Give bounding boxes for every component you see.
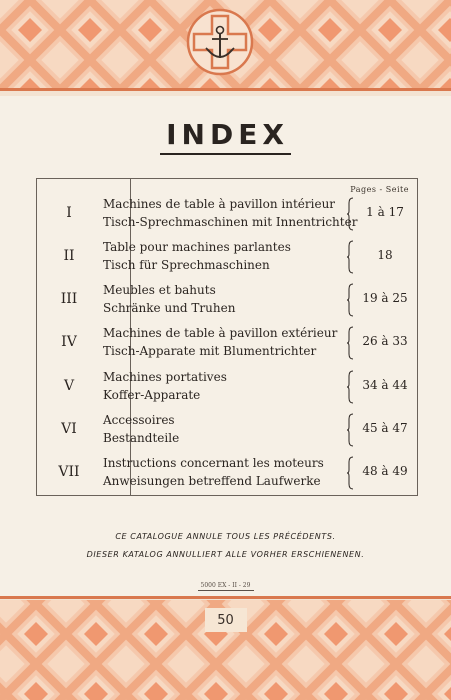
page-range: 1 à 17	[366, 205, 404, 219]
section-number: VI	[61, 421, 77, 437]
page-range: 26 à 33	[362, 334, 408, 348]
index-row	[37, 368, 417, 408]
section-number: I	[66, 205, 72, 221]
index-row	[37, 324, 417, 364]
index-row	[37, 411, 417, 451]
notice-fr: CE CATALOGUE ANNULE TOUS LES PRÉCÉDENTS.	[115, 532, 336, 541]
pages-header: Pages - Seite	[350, 185, 409, 194]
title-de: Bestandteile	[103, 431, 180, 445]
cross-anchor-emblem-icon	[186, 8, 254, 76]
section-number: IV	[61, 334, 77, 350]
index-row	[37, 454, 417, 494]
title-de: Tisch für Sprechmaschinen	[103, 258, 270, 272]
title-de: Koffer-Apparate	[103, 388, 201, 402]
index-row	[37, 195, 417, 235]
page-range: 18	[377, 248, 393, 262]
title-fr: Machines portatives	[103, 370, 227, 384]
page-number: 50	[217, 613, 234, 628]
title-de: Tisch-Sprechmaschinen mit Innentrichter	[103, 215, 358, 229]
title-fr: Table pour machines parlantes	[103, 240, 291, 254]
title-fr: Accessoires	[103, 413, 175, 427]
title-de: Schränke und Truhen	[103, 301, 236, 315]
index-row	[37, 238, 417, 278]
section-number: II	[63, 248, 75, 264]
bottom-rule	[0, 596, 451, 599]
index-table	[36, 178, 418, 496]
print-mark: 5000 EX - II - 29	[200, 582, 251, 589]
notice-de: DIESER KATALOG ANNULLIERT ALLE VORHER ERSCHIENENEN.	[86, 550, 365, 559]
title-fr: Machines de table à pavillon extérieur	[103, 326, 338, 340]
page-range: 48 à 49	[362, 464, 408, 478]
section-number: V	[63, 378, 75, 394]
page-title: INDEX	[0, 118, 451, 151]
print-mark-underline	[198, 590, 254, 591]
title-fr: Instructions concernant les moteurs	[103, 456, 324, 470]
top-rule	[0, 88, 451, 91]
title-de: Tisch-Apparate mit Blumentrichter	[103, 344, 317, 358]
title-fr: Meubles et bahuts	[103, 283, 216, 297]
section-number: VII	[58, 464, 80, 480]
title-fr: Machines de table à pavillon intérieur	[103, 197, 336, 211]
page-range: 45 à 47	[362, 421, 408, 435]
section-number: III	[60, 291, 78, 307]
title-de: Anweisungen betreffend Laufwerke	[103, 474, 321, 488]
page-range: 34 à 44	[362, 378, 408, 392]
page-range: 19 à 25	[362, 291, 408, 305]
index-row	[37, 281, 417, 321]
